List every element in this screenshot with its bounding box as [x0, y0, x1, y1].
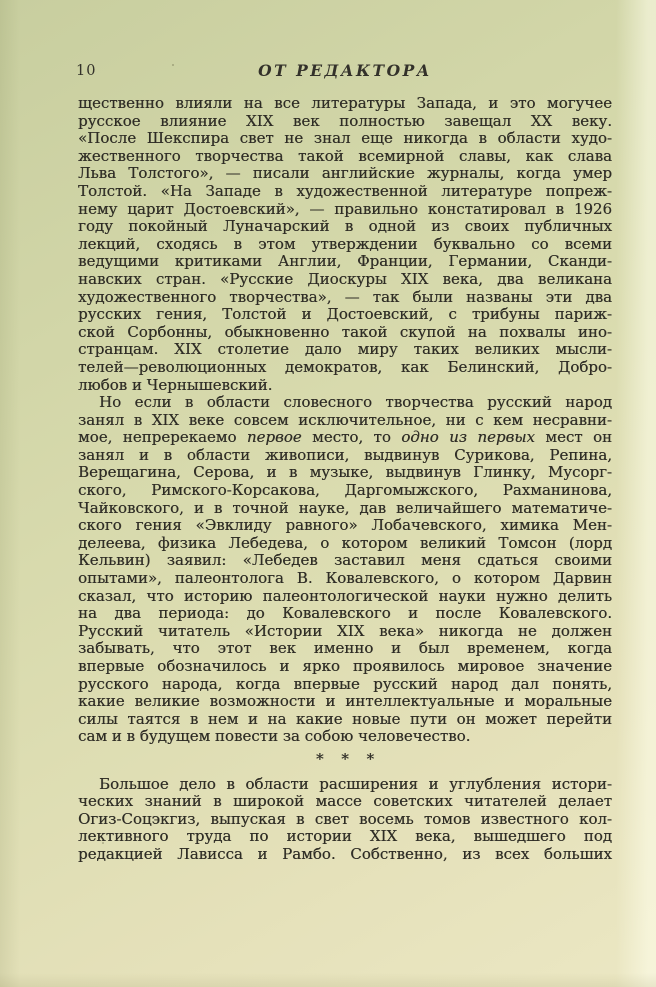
separator-stars: * * *	[315, 749, 375, 768]
text-line: Толстой. «На Западе в художественной литературе попреж-	[78, 181, 612, 200]
text-segment: место, то	[301, 428, 402, 447]
text-line: Верещагина, Серова, и в музыке, выдвинув Глинку, Мусорг-	[78, 463, 612, 482]
paragraph-3	[78, 776, 612, 864]
text-line: лекций, сходясь в этом утверждении буквально со всеми	[78, 234, 612, 253]
text-line-mixed	[78, 429, 612, 447]
text-line: нему царит Достоевский», — правильно констатировал в 1926	[78, 199, 612, 218]
text-line: занял и в области живописи, выдвинув Сурикова, Репина,	[78, 445, 612, 464]
text-line: ского, Римского-Корсакова, Даргомыжского, Рахманинова,	[78, 481, 612, 500]
text-line: ского гения «Эвклиду равного» Лобачевского, химика Мен-	[78, 516, 612, 535]
text-line: сказал, что историю палеонтологической науки нужно делить	[78, 586, 612, 605]
text-line: на два периода: до Ковалевского и после Ковалевского.	[78, 604, 612, 623]
section-separator	[78, 751, 612, 769]
text-line: ведущими критиками Англии, Франции, Германии, Сканди-	[78, 252, 612, 271]
text-line: ской Сорбонны, обыкновенно такой скупой на похвалы ино-	[78, 322, 612, 341]
text-line: щественно влияли на все литературы Запада, и это могучее	[78, 94, 612, 112]
text-line: лективного труда по истории XIX века, вышедшего под	[78, 827, 612, 846]
text-line: навских стран. «Русские Диоскуры XIX века, два великана	[78, 269, 612, 288]
text-line: редакцией Лависса и Рамбо. Собственно, из всех больших	[78, 844, 612, 863]
text-segment: мест он	[534, 428, 613, 447]
text-line: опытами», палеонтолога В. Ковалевского, о котором Дарвин	[78, 569, 612, 588]
body-text	[78, 95, 612, 864]
text-line: ческих знаний в широкой массе советских читателей делает	[78, 792, 612, 811]
text-line: Но если в области словесного творчества русский народ	[99, 393, 612, 412]
text-line: странцам. XIX столетие дало миру таких великих мысли-	[78, 340, 612, 359]
text-line: любов и Чернышевский.	[78, 375, 273, 394]
text-line: Кельвин) заявил: «Лебедев заставил меня сдаться своими	[78, 551, 612, 570]
text-line: силы таятся в нем и на какие новые пути он может перейти	[78, 709, 612, 728]
text-line: сам и в будущем повести за собою человечество.	[78, 727, 471, 746]
running-header	[78, 61, 612, 81]
text-line: русских гения, Толстой и Достоевский, с трибуны париж-	[78, 305, 612, 324]
text-line: забывать, что этот век именно и был временем, когда	[78, 639, 612, 658]
text-line: Большое дело в области расширения и углубления истори-	[99, 774, 612, 793]
text-line: году покойный Луначарский в одной из своих публичных	[78, 217, 612, 236]
text-segment-italic: первое	[246, 428, 302, 447]
text-line: впервые обозначилось и ярко проявилось мировое значение	[78, 657, 612, 675]
running-head-title: ОТ РЕДАКТОРА	[258, 61, 432, 80]
page-number: 10	[76, 63, 97, 79]
text-line: Льва Толстого», — писали английские журналы, когда умер	[78, 164, 612, 183]
text-line: Чайковского, и в точной науке, дав величайшего математиче-	[78, 498, 612, 517]
text-line: «После Шекспира свет не знал еще никогда в области худо-	[78, 129, 612, 148]
text-line: русского народа, когда впервые русский народ дал понять,	[78, 674, 612, 693]
text-line: жественного творчества такой всемирной славы, как слава	[78, 146, 612, 165]
text-line: какие великие возможности и интеллектуальные и моральные	[78, 692, 612, 711]
text-line: Русский читатель «Истории XIX века» никогда не должен	[78, 621, 612, 640]
text-segment-italic: одно из первых	[401, 428, 535, 447]
text-line: Огиз-Соцэкгиз, выпуская в свет восемь томов известного кол-	[78, 809, 612, 828]
text-line: занял в XIX веке совсем исключительное, ни с кем несравни-	[78, 410, 612, 429]
text-line: телей—революционных демократов, как Белинский, Добро-	[78, 357, 612, 376]
text-segment: мое, непререкаемо	[78, 428, 247, 447]
paragraph-1	[78, 95, 612, 394]
text-block	[78, 61, 612, 864]
text-line: русское влияние XIX век полностью завещал XX веку.	[78, 111, 612, 130]
text-line: делеева, физика Лебедева, о котором великий Томсон (лорд	[78, 533, 612, 552]
paragraph-2	[78, 394, 612, 746]
text-line: художественного творчества», — так были названы эти два	[78, 287, 612, 306]
